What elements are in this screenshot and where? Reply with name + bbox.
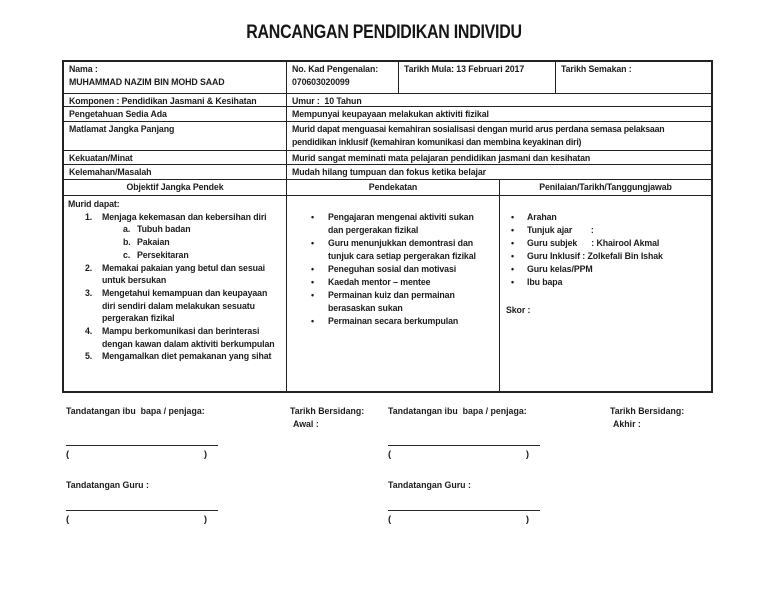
list-item: • Arahan <box>511 212 557 222</box>
list-item: • Guru kelas/PPM <box>511 264 593 274</box>
item-number: 2. <box>85 262 93 273</box>
signature-line <box>66 510 218 511</box>
kad-value: 070603020099 <box>292 76 350 87</box>
pendekatan-list <box>291 211 497 328</box>
name-parentheses <box>388 449 529 460</box>
subitem-text: Pakaian <box>137 237 170 248</box>
item-number: 1. <box>85 211 93 222</box>
subitem-letter: a. <box>123 224 131 235</box>
bullet-icon: • <box>511 225 514 235</box>
matlamat-value: Murid dapat menguasai kemahiran sosialisasi dengan murid arus perdana semasa pelaksaan pendidikan inklusif (kemahiran komunikasi dan membina keyakinan diri) <box>286 122 711 150</box>
umur-cell: Umur : 10 Tahun <box>286 94 711 106</box>
kelemahan-label: Kelemahan/Masalah <box>69 167 152 177</box>
kad-label: No. Kad Pengenalan: <box>292 64 379 74</box>
item-text: Menjaga kekemasan dan kebersihan diri <box>102 211 267 222</box>
parent-signature-label-left: Tandatangan ibu bapa / penjaga: <box>66 406 205 416</box>
subitem-text: Tubuh badan <box>137 224 191 235</box>
pengetahuan-label: Pengetahuan Sedia Ada <box>69 109 167 119</box>
pendekatan-cell <box>286 196 499 391</box>
open-paren: ( <box>66 514 70 525</box>
signature-line <box>388 445 540 446</box>
list-item: • Permainan secara berkumpulan <box>311 316 459 326</box>
nama-cell <box>64 62 286 93</box>
signature-line <box>66 445 218 446</box>
table-row-komponen <box>64 93 711 106</box>
guru-signature-label-left: Tandatangan Guru : <box>66 480 149 490</box>
objektif-item <box>68 350 284 363</box>
bullet-icon: • <box>511 277 514 287</box>
tarikh-bersidang-awal-label: Tarikh Bersidang: <box>290 406 365 416</box>
bullet-icon: • <box>511 264 514 274</box>
rpi-form-table <box>62 60 713 393</box>
table-row-kekuatan <box>64 150 711 164</box>
objektif-item <box>68 211 284 224</box>
tarikh-semakan-cell: Tarikh Semakan : <box>555 62 711 93</box>
table-row-matlamat <box>64 121 711 150</box>
bullet-icon: • <box>511 238 514 248</box>
penilaian-list <box>504 211 709 289</box>
objektif-item <box>68 262 284 287</box>
list-item: • Guru Inklusif : Zolkefali Bin Ishak <box>511 251 663 261</box>
list-item: • Peneguhan sosial dan motivasi <box>311 264 457 274</box>
kelemahan-value: Mudah hilang tumpuan dan fokus ketika belajar <box>286 165 711 179</box>
skor-label: Skor : <box>506 305 531 315</box>
item-text: Memakai pakaian yang betul dan sesuai untuk bersukan <box>102 262 266 286</box>
item-number: 3. <box>85 287 93 298</box>
objektif-item <box>68 287 284 325</box>
close-paren: ) <box>525 449 529 460</box>
kad-pengenalan-cell <box>286 62 398 93</box>
subitem-letter: c. <box>123 249 131 260</box>
objektif-cell <box>64 196 286 391</box>
item-number: 5. <box>85 351 93 362</box>
bullet-icon: • <box>311 212 314 222</box>
list-item: • Kaedah mentor – mentee <box>311 277 431 287</box>
list-item: • Ibu bapa <box>511 277 563 287</box>
header-penilaian: Penilaian/Tarikh/Tanggungjawab <box>499 180 711 195</box>
list-item: • Permainan kuiz dan permainan berasaskan sukan <box>311 290 455 313</box>
list-item: • Pengajaran mengenai aktiviti sukan dan pergerakan fizikal <box>311 212 474 235</box>
guru-signature-label-right: Tandatangan Guru : <box>388 480 471 490</box>
akhir-label: Akhir : <box>613 419 641 429</box>
page-title: RANCANGAN PENDIDIKAN INDIVIDU <box>246 22 522 43</box>
objektif-subitem <box>68 223 284 236</box>
bullet-icon: • <box>311 238 314 248</box>
matlamat-label: Matlamat Jangka Panjang <box>69 124 175 134</box>
penilaian-cell <box>499 196 711 391</box>
table-row-pengetahuan <box>64 106 711 121</box>
open-paren: ( <box>388 449 392 460</box>
item-text: Mengamalkan diet pemakanan yang sihat <box>102 351 272 362</box>
parent-signature-label-right: Tandatangan ibu bapa / penjaga: <box>388 406 527 416</box>
list-item: • Guru subjek : Khairool Akmal <box>511 238 660 248</box>
bullet-icon: • <box>311 290 314 300</box>
header-pendekatan: Pendekatan <box>286 180 499 195</box>
table-row-kelemahan <box>64 164 711 179</box>
tarikh-bersidang-akhir-label: Tarikh Bersidang: <box>610 406 685 416</box>
awal-label: Awal : <box>293 419 319 429</box>
close-paren: ) <box>203 449 207 460</box>
tarikh-mula-cell: Tarikh Mula: 13 Februari 2017 <box>398 62 555 93</box>
list-item: • Guru menunjukkan demontrasi dan tunjuk cara setiap pergerakan fizikal <box>311 238 476 261</box>
list-item: • Tunjuk ajar : <box>511 225 594 235</box>
nama-value: MUHAMMAD NAZIM BIN MOHD SAAD <box>69 76 225 87</box>
bullet-icon: • <box>511 212 514 222</box>
subitem-letter: b. <box>123 237 131 248</box>
kekuatan-label: Kekuatan/Minat <box>69 153 133 163</box>
close-paren: ) <box>203 514 207 525</box>
header-objektif: Objektif Jangka Pendek <box>126 182 224 192</box>
item-number: 4. <box>85 326 93 337</box>
open-paren: ( <box>66 449 70 460</box>
nama-label: Nama : <box>69 64 98 74</box>
bullet-icon: • <box>311 316 314 326</box>
table-row-section-headers <box>64 179 711 195</box>
close-paren: ) <box>525 514 529 525</box>
open-paren: ( <box>388 514 392 525</box>
item-text: Mengetahui kemampuan dan keupayaan diri sendiri dalam melakukan sesuatu pergerakan fizikal <box>102 287 268 324</box>
objektif-subitem <box>68 249 284 262</box>
bullet-icon: • <box>511 251 514 261</box>
signature-line <box>388 510 540 511</box>
table-row-body <box>64 195 711 391</box>
komponen-cell: Komponen : Pendidikan Jasmani & Kesihatan <box>69 96 257 106</box>
name-parentheses <box>66 449 207 460</box>
subitem-text: Persekitaran <box>137 249 189 260</box>
item-text: Mampu berkomunikasi dan berinterasi dengan kawan dalam aktiviti berkumpulan <box>102 326 275 349</box>
table-row-identity <box>64 62 711 93</box>
objektif-item <box>68 325 284 350</box>
name-parentheses <box>388 514 529 525</box>
pengetahuan-value: Mempunyai keupayaan melakukan aktiviti fizikal <box>286 107 711 121</box>
objektif-intro: Murid dapat: <box>68 199 120 209</box>
bullet-icon: • <box>311 277 314 287</box>
name-parentheses <box>66 514 207 525</box>
objektif-subitem <box>68 236 284 249</box>
bullet-icon: • <box>311 264 314 274</box>
kekuatan-value: Murid sangat meminati mata pelajaran pendidikan jasmani dan kesihatan <box>286 151 711 164</box>
